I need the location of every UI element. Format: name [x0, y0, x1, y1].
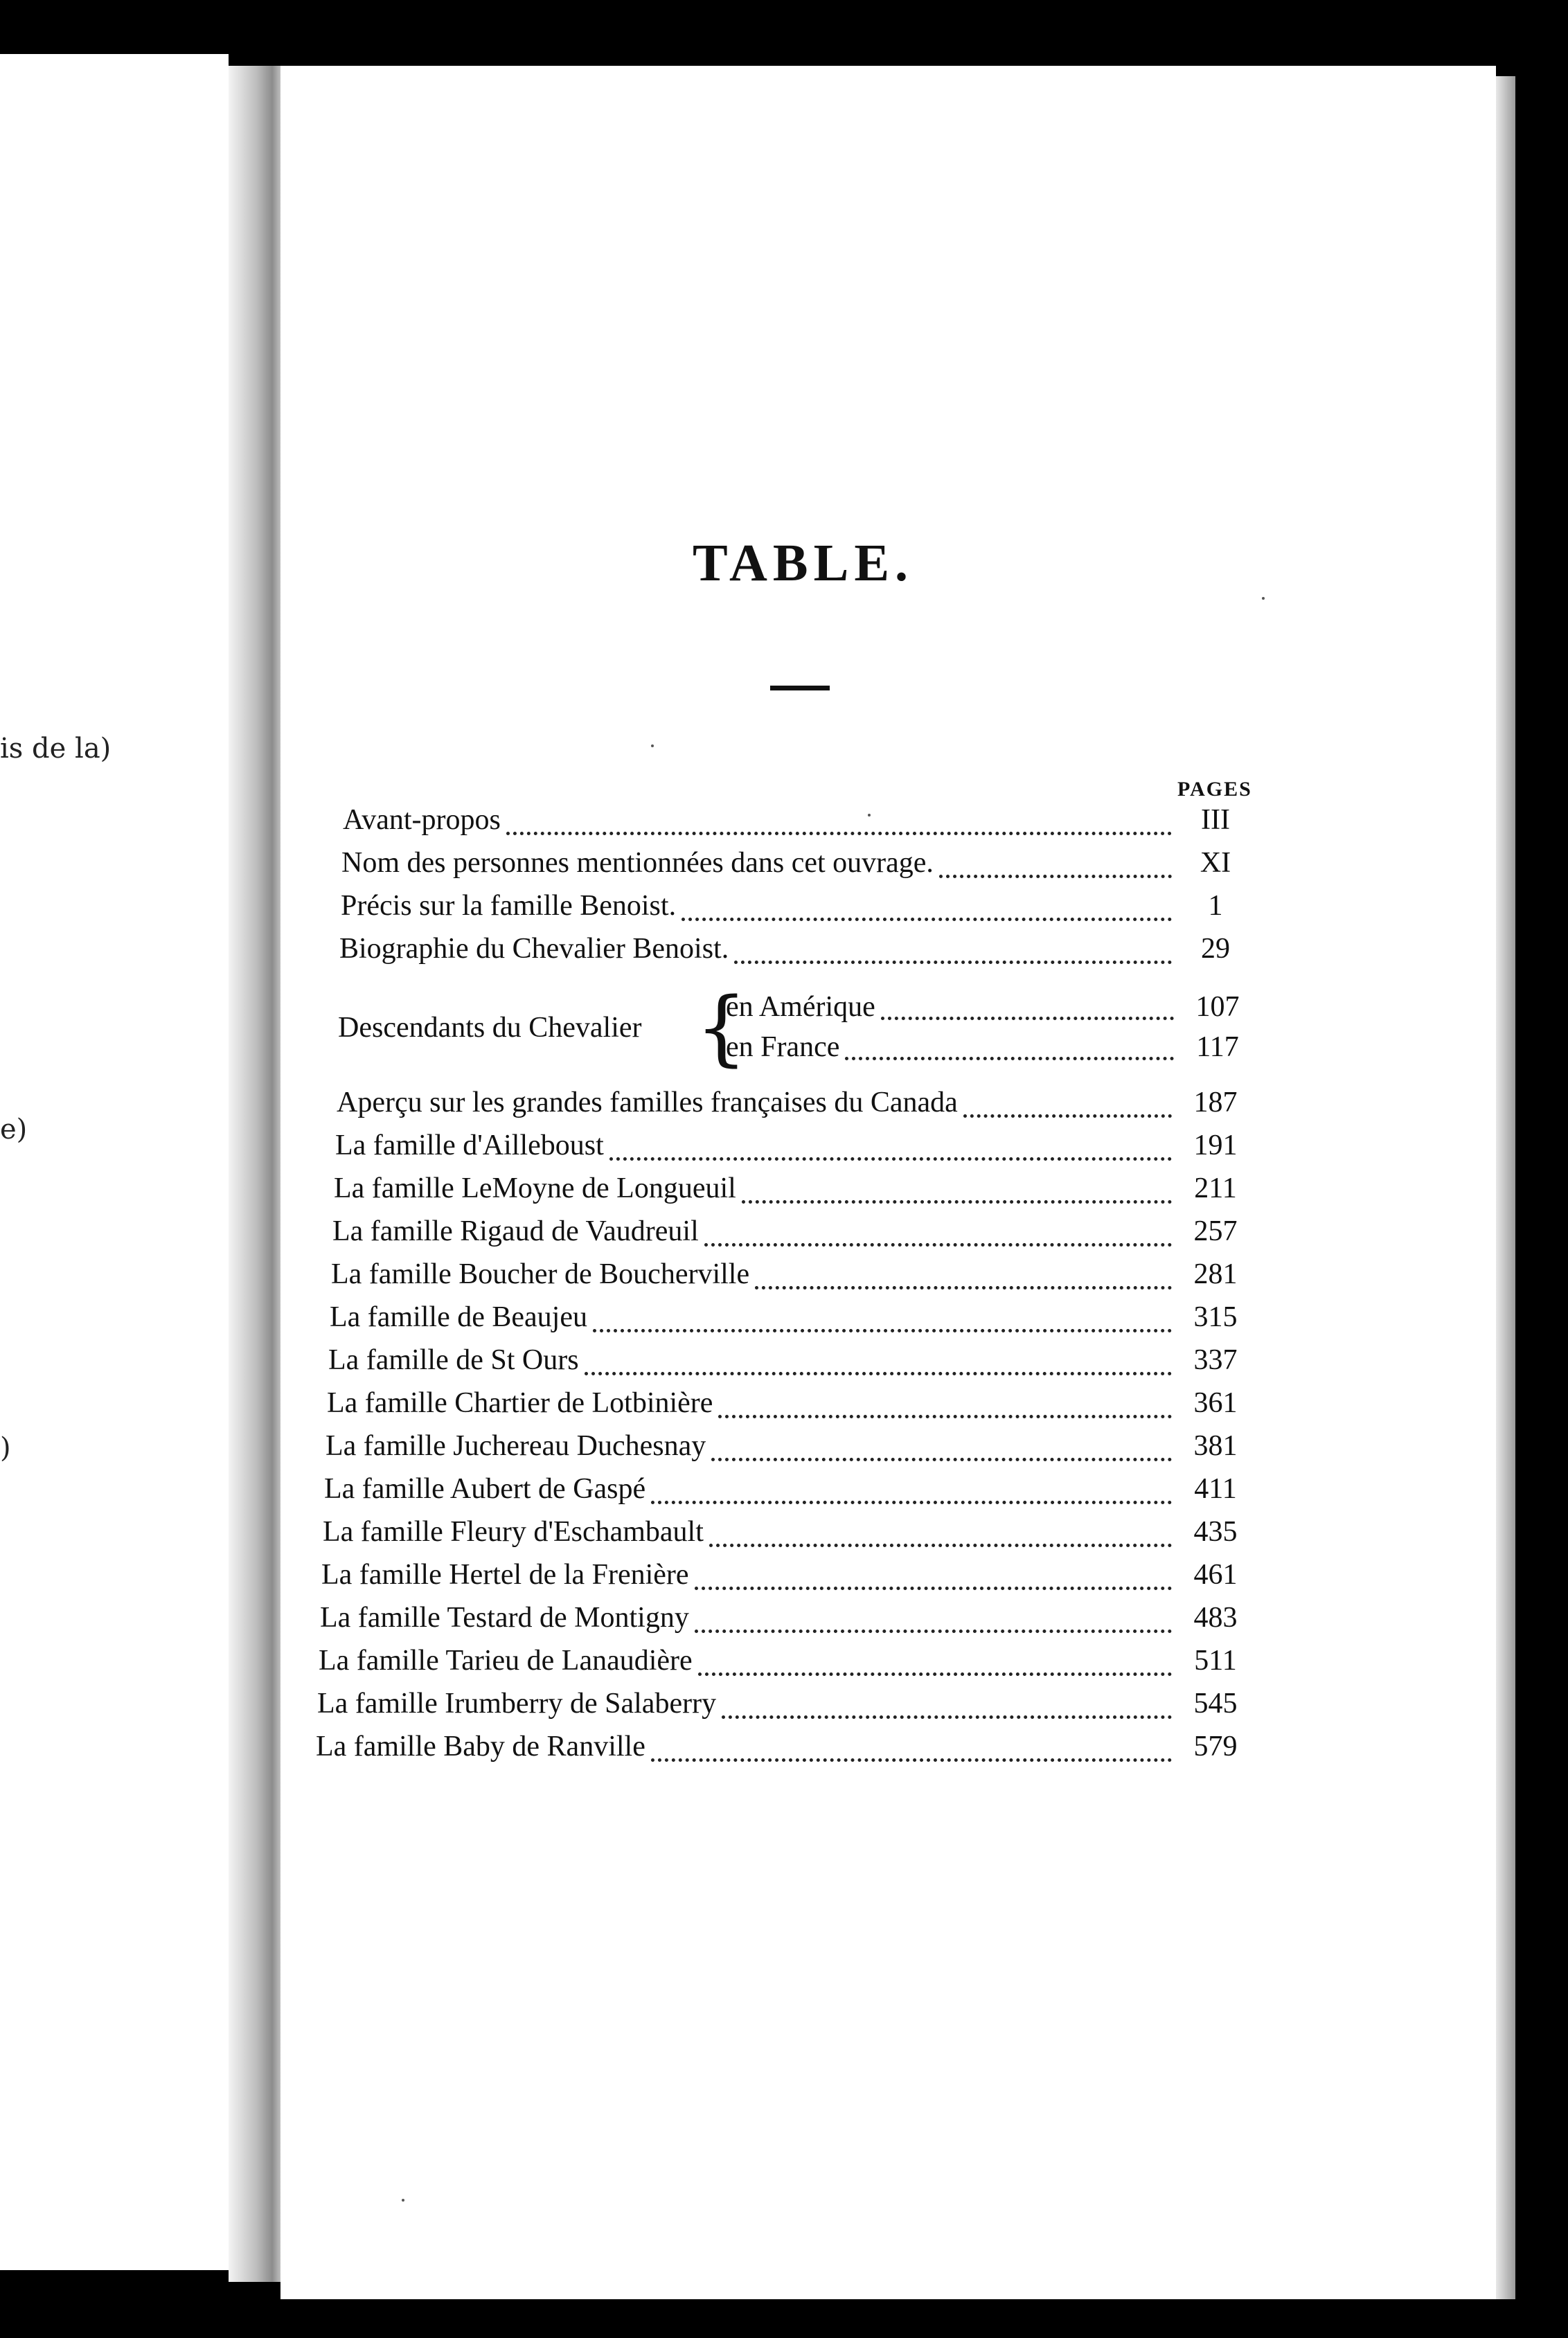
toc-entry	[320, 1601, 1254, 1643]
left-page-fragment: e)	[0, 1114, 28, 1145]
toc-entry	[323, 1515, 1254, 1557]
paper-speck	[1262, 597, 1265, 600]
toc-subentry	[726, 990, 1256, 1024]
toc-page-number: 187	[1193, 1087, 1238, 1118]
dot-leader	[506, 825, 1172, 835]
dot-leader	[585, 1365, 1172, 1375]
dot-leader	[718, 1408, 1172, 1418]
toc-entry	[341, 889, 1254, 931]
brace-glyph: {	[695, 979, 748, 1075]
toc-entry-label: Nom des personnes mentionnées dans cet ouvrage.	[341, 847, 934, 879]
toc-page-number: 315	[1193, 1301, 1238, 1333]
toc-entry	[324, 1472, 1254, 1514]
toc-entry-label: La famille de St Ours	[328, 1344, 579, 1376]
toc-page-number: 511	[1194, 1645, 1237, 1677]
toc-page-number: 461	[1193, 1559, 1238, 1591]
toc-entry-label: Descendants du Chevalier	[338, 1012, 642, 1044]
toc-entry	[328, 1344, 1254, 1385]
toc-entry-label: La famille LeMoyne de Longueuil	[334, 1172, 736, 1204]
toc-entry	[330, 1301, 1254, 1342]
paper-speck	[868, 814, 871, 816]
toc-entry	[326, 1429, 1254, 1471]
toc-subentry-label: en France	[726, 1031, 840, 1063]
toc-entry-label: Précis sur la famille Benoist.	[341, 890, 677, 922]
toc-entry	[337, 1086, 1254, 1127]
toc-entry-label: La famille Rigaud de Vaudreuil	[332, 1215, 699, 1247]
toc-entry	[332, 1215, 1254, 1256]
dot-leader	[593, 1322, 1172, 1332]
toc-page-number: 381	[1193, 1430, 1238, 1462]
toc-entry	[341, 846, 1254, 888]
toc-page-number: 29	[1201, 933, 1230, 965]
toc-entry-label: La famille Aubert de Gaspé	[324, 1473, 646, 1505]
toc-entry	[327, 1386, 1254, 1428]
toc-entry-label: La famille Hertel de la Frenière	[321, 1559, 689, 1591]
toc-entry	[321, 1558, 1254, 1600]
toc-entry	[319, 1644, 1254, 1686]
dot-leader	[742, 1193, 1172, 1204]
dot-leader	[695, 1623, 1172, 1633]
toc-page-number: 191	[1193, 1130, 1238, 1161]
toc-page-number: 117	[1196, 1031, 1239, 1063]
page-title: TABLE.	[693, 534, 914, 592]
dot-leader	[651, 1494, 1172, 1504]
toc-subentry	[726, 1030, 1256, 1064]
left-page-fragment: is de la)	[0, 733, 112, 765]
dot-leader	[845, 1050, 1174, 1060]
toc-entry-label: La famille Testard de Montigny	[320, 1602, 689, 1634]
dot-leader	[881, 1010, 1174, 1020]
toc-page-number: 1	[1208, 890, 1223, 922]
title-rule	[770, 686, 830, 690]
toc-entry-label: La famille Juchereau Duchesnay	[326, 1430, 706, 1462]
dot-leader	[609, 1150, 1172, 1161]
toc-page-number: XI	[1200, 847, 1231, 879]
toc-entry	[317, 1687, 1254, 1729]
toc-entry-label: Aperçu sur les grandes familles françaises du Canada	[337, 1087, 958, 1118]
left-page-fragment: )	[0, 1432, 11, 1464]
dot-leader	[711, 1451, 1172, 1461]
toc-entry-label: La famille Fleury d'Eschambault	[323, 1516, 704, 1548]
toc-page-number: 211	[1194, 1172, 1237, 1204]
toc-entry	[343, 803, 1254, 845]
toc-entry-label: La famille Chartier de Lotbinière	[327, 1387, 713, 1419]
toc-entry-label: La famille Irumberry de Salaberry	[317, 1688, 717, 1720]
dot-leader	[698, 1666, 1172, 1676]
toc-entry	[316, 1730, 1254, 1772]
dot-leader	[651, 1751, 1172, 1762]
toc-entry-label: La famille Baby de Ranville	[316, 1731, 645, 1763]
toc-entry-label: La famille Tarieu de Lanaudière	[319, 1645, 693, 1677]
pages-column-header: PAGES	[1177, 778, 1252, 801]
dot-leader	[963, 1107, 1172, 1118]
dot-leader	[709, 1537, 1172, 1547]
toc-entry	[331, 1258, 1254, 1299]
dot-leader	[722, 1708, 1172, 1719]
toc-page-number: 483	[1193, 1602, 1238, 1634]
toc-page-number: 361	[1193, 1387, 1238, 1419]
toc-entry-label: Biographie du Chevalier Benoist.	[339, 933, 729, 965]
dot-leader	[755, 1279, 1172, 1290]
toc-page-number: 545	[1193, 1688, 1238, 1720]
dot-leader	[734, 954, 1172, 964]
toc-entry-label: Avant-propos	[343, 804, 501, 836]
toc-entry-label: La famille d'Ailleboust	[335, 1130, 604, 1161]
dot-leader	[681, 911, 1172, 921]
toc-entry-label: La famille Boucher de Boucherville	[331, 1258, 750, 1290]
toc-page-number: III	[1201, 804, 1230, 836]
paper-speck	[651, 744, 654, 747]
toc-entry-label: La famille de Beaujeu	[330, 1301, 587, 1333]
dot-leader	[695, 1580, 1172, 1590]
toc-page-number: 107	[1195, 991, 1240, 1023]
toc-entry	[334, 1172, 1254, 1213]
toc-page-number: 281	[1193, 1258, 1238, 1290]
toc-page-number: 435	[1193, 1516, 1238, 1548]
toc-page-number: 411	[1194, 1473, 1237, 1505]
toc-page-number: 257	[1193, 1215, 1238, 1247]
paper-speck	[402, 2199, 404, 2202]
toc-page-number: 579	[1193, 1731, 1238, 1763]
page-edge	[1496, 76, 1515, 2299]
toc-entry	[339, 932, 1254, 974]
toc-entry-descendants	[338, 979, 1256, 1080]
toc-page-number: 337	[1193, 1344, 1238, 1376]
dot-leader	[704, 1236, 1172, 1247]
toc-subentry-label: en Amérique	[726, 991, 875, 1023]
toc-entry	[335, 1129, 1254, 1170]
left-page	[0, 54, 229, 2270]
dot-leader	[939, 868, 1172, 878]
